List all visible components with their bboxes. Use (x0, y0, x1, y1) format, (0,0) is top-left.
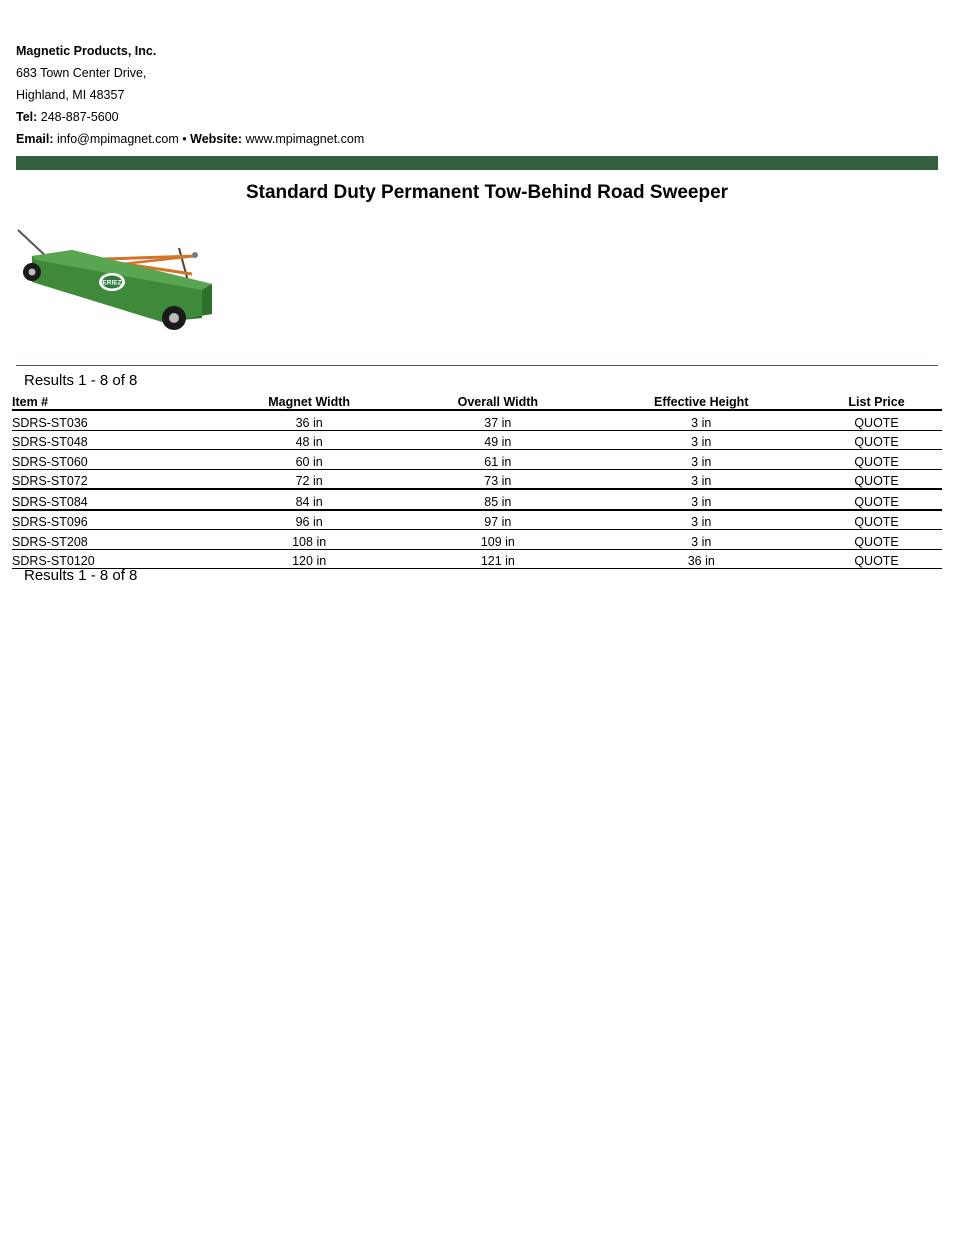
list-price: QUOTE (811, 469, 942, 489)
tel-value: 248-887-5600 (40, 110, 119, 124)
overall-width: 85 in (404, 489, 591, 510)
table-row (12, 410, 942, 430)
table-row (12, 469, 942, 489)
overall-width: 97 in (404, 510, 591, 530)
section-divider (16, 365, 938, 366)
list-price: QUOTE (811, 510, 942, 530)
table-row (12, 450, 942, 470)
list-price: QUOTE (811, 430, 942, 450)
magnet-width: 108 in (214, 530, 404, 550)
item-number[interactable]: SDRS-ST036 (12, 410, 214, 430)
list-price: QUOTE (811, 410, 942, 430)
list-price: QUOTE (811, 530, 942, 550)
email-link[interactable]: info@mpimagnet.com (57, 132, 179, 146)
effective-height: 3 in (591, 510, 811, 530)
company-address-line2: Highland, MI 48357 (16, 88, 125, 102)
item-number[interactable]: SDRS-ST048 (12, 430, 214, 450)
list-price: QUOTE (811, 450, 942, 470)
magnet-width: 84 in (214, 489, 404, 510)
results-count-bottom: Results 1 - 8 of 8 (24, 567, 138, 584)
company-info (16, 40, 364, 150)
overall-width: 61 in (404, 450, 591, 470)
table-row (12, 549, 942, 569)
company-contact (16, 128, 364, 150)
item-number[interactable]: SDRS-ST0120 (12, 549, 214, 569)
item-number[interactable]: SDRS-ST060 (12, 450, 214, 470)
effective-height: 3 in (591, 450, 811, 470)
list-price: QUOTE (811, 489, 942, 510)
effective-height: 3 in (591, 469, 811, 489)
item-number[interactable]: SDRS-ST072 (12, 469, 214, 489)
company-address-line1: 683 Town Center Drive, (16, 66, 147, 80)
company-name: Magnetic Products, Inc. (16, 44, 157, 58)
table-row (12, 510, 942, 530)
effective-height: 36 in (591, 549, 811, 569)
item-number[interactable]: SDRS-ST084 (12, 489, 214, 510)
header-banner (16, 156, 938, 170)
email-label: Email: (16, 132, 54, 146)
overall-width: 49 in (404, 430, 591, 450)
header-item-number: Item # (12, 391, 214, 410)
brand-logo: ERIEZ (102, 279, 122, 287)
magnet-width: 96 in (214, 510, 404, 530)
list-price: QUOTE (811, 549, 942, 569)
overall-width: 109 in (404, 530, 591, 550)
magnet-width: 72 in (214, 469, 404, 489)
header-magnet-width: Magnet Width (214, 391, 404, 410)
results-count-top: Results 1 - 8 of 8 (24, 372, 138, 389)
magnet-width: 120 in (214, 549, 404, 569)
header-list-price: List Price (811, 391, 942, 410)
overall-width: 37 in (404, 410, 591, 430)
effective-height: 3 in (591, 530, 811, 550)
table-header-row (12, 391, 942, 410)
header-overall-width: Overall Width (404, 391, 591, 410)
table-row (12, 430, 942, 450)
effective-height: 3 in (591, 489, 811, 510)
item-number[interactable]: SDRS-ST208 (12, 530, 214, 550)
product-spec-table (12, 391, 942, 569)
page-title: Standard Duty Permanent Tow-Behind Road Sweeper (245, 182, 729, 203)
effective-height: 3 in (591, 410, 811, 430)
magnet-width: 48 in (214, 430, 404, 450)
company-phone (16, 106, 364, 128)
website-link[interactable]: www.mpimagnet.com (245, 132, 365, 146)
table-row (12, 489, 942, 510)
effective-height: 3 in (591, 430, 811, 450)
magnet-width: 36 in (214, 410, 404, 430)
contact-separator: • (182, 132, 187, 146)
table-row (12, 530, 942, 550)
header-effective-height: Effective Height (591, 391, 811, 410)
overall-width: 121 in (404, 549, 591, 569)
magnet-width: 60 in (214, 450, 404, 470)
overall-width: 73 in (404, 469, 591, 489)
website-label: Website: (190, 132, 242, 146)
tel-label: Tel: (16, 110, 38, 124)
item-number[interactable]: SDRS-ST096 (12, 510, 214, 530)
road-sweeper-image (12, 226, 218, 338)
